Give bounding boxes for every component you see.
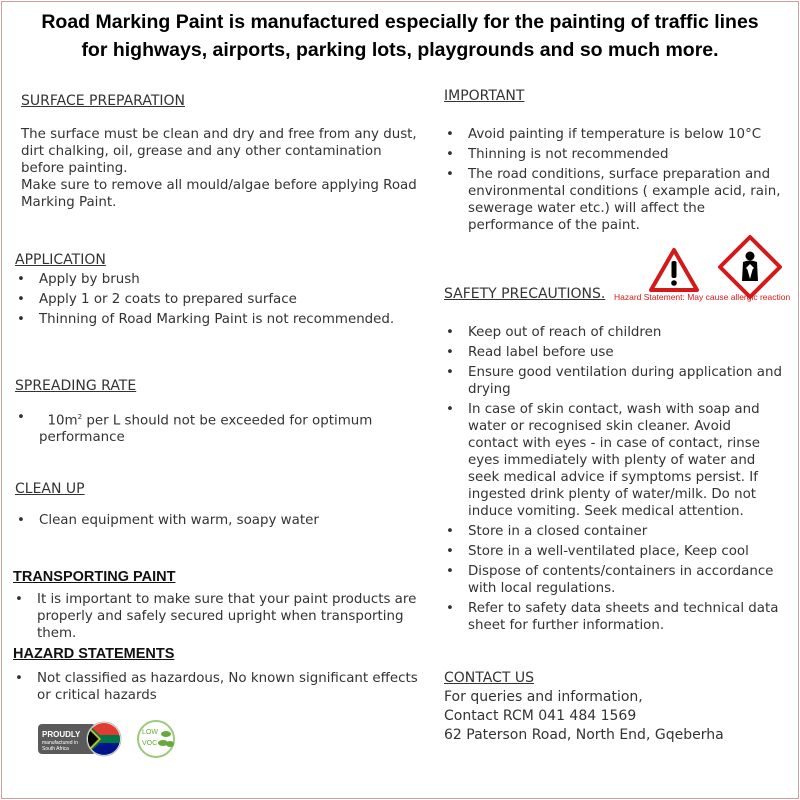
- clean-up-list: [15, 512, 415, 529]
- list-item: • Apply by brush: [15, 271, 420, 288]
- important-heading: IMPORTANT: [444, 88, 525, 104]
- list-item: • The road conditions, surface preparation and environmental conditions ( example acid, rain, sewerage water etc.) will affect the performance of the paint.: [444, 166, 784, 234]
- list-item: • In case of skin contact, wash with soap and water or recognised skin cleaner. Avoid contact with eyes - in case of contact, rinse eyes immediately with plenty of water and seek medical advice if symptoms persist. If ingested drink plenty of water/milk. Do not induce vomiting. Seek medical attention.: [444, 401, 784, 520]
- transporting-list: [13, 591, 423, 642]
- list-item: • Thinning of Road Marking Paint is not recommended.: [15, 311, 420, 328]
- low-voc-icon: [138, 721, 174, 757]
- important-list: [444, 126, 784, 234]
- application-list: [15, 271, 420, 328]
- list-item: • Thinning is not recommended: [444, 146, 784, 163]
- contact-line-1: For queries and information,: [444, 689, 643, 705]
- low-text: LOW: [142, 729, 158, 736]
- surface-preparation-section: [21, 93, 421, 211]
- safety-heading: SAFETY PRECAUTIONS.: [444, 286, 606, 302]
- list-item: • Refer to safety data sheets and technical data sheet for further information.: [444, 600, 784, 634]
- voc-text: VOC: [142, 740, 158, 747]
- page-title: [0, 8, 800, 64]
- proudly-south-african-logo: [38, 718, 208, 760]
- contact-heading: CONTACT US: [444, 670, 534, 686]
- spreading-rate-text: per L should not be exceeded for optimum performance: [39, 413, 373, 446]
- title-line-1: Road Marking Paint is manufactured especially for the painting of traffic lines: [41, 11, 759, 33]
- hazard-statement-note: Hazard Statement: May cause allergic reaction: [614, 292, 791, 302]
- contact-section: [444, 669, 784, 745]
- list-item: • Clean equipment with warm, soapy water: [15, 512, 415, 529]
- list-item: • Apply 1 or 2 coats to prepared surface: [15, 291, 420, 308]
- list-item: • Keep out of reach of children: [444, 324, 784, 341]
- contact-line-2: Contact RCM 041 484 1569: [444, 708, 637, 724]
- safety-section: [444, 286, 784, 637]
- spreading-rate-section: [15, 378, 415, 449]
- hazard-list: [13, 670, 423, 704]
- contact-line-3: 62 Paterson Road, North End, Gqeberha: [444, 727, 724, 743]
- list-item: • Avoid painting if temperature is below 10°C: [444, 126, 784, 143]
- spreading-rate-list: [15, 409, 415, 446]
- proudly-text-3: South Africa: [42, 746, 69, 752]
- transporting-heading: TRANSPORTING PAINT: [13, 569, 176, 585]
- south-africa-flag-icon: [86, 722, 122, 756]
- clean-up-section: [15, 481, 415, 532]
- spreading-rate-superscript: 2: [77, 413, 83, 421]
- list-item: • Ensure good ventilation during application and drying: [444, 364, 784, 398]
- list-item: • Store in a well-ventilated place, Keep cool: [444, 543, 784, 560]
- proudly-text-2: manufactured in: [42, 740, 78, 746]
- hazard-heading: HAZARD STATEMENTS: [13, 646, 175, 662]
- surface-preparation-text-2: Make sure to remove all mould/algae before applying Road Marking Paint.: [21, 178, 417, 210]
- list-item: • Store in a closed container: [444, 523, 784, 540]
- title-line-2: for highways, airports, parking lots, playgrounds and so much more.: [81, 39, 719, 61]
- list-item: • It is important to make sure that your paint products are properly and safely secured upright when transporting them.: [13, 591, 423, 642]
- safety-list: [444, 324, 784, 634]
- application-heading: APPLICATION: [15, 252, 106, 268]
- important-section: [444, 88, 784, 237]
- transporting-section: [13, 569, 423, 707]
- logos: [38, 718, 208, 758]
- spreading-rate-value: 10m: [47, 413, 78, 429]
- list-item: • Dispose of contents/containers in accordance with local regulations.: [444, 563, 784, 597]
- list-item: • Read label before use: [444, 344, 784, 361]
- spreading-rate-heading: SPREADING RATE: [15, 378, 137, 394]
- surface-preparation-text-1: The surface must be clean and dry and free from any dust, dirt chalking, oil, grease and any other contamination before painting.: [21, 127, 417, 176]
- application-section: [15, 252, 420, 331]
- proudly-text-1: PROUDLY: [42, 730, 81, 739]
- list-item: [15, 409, 415, 446]
- list-item: • Not classified as hazardous, No known significant effects or critical hazards: [13, 670, 423, 704]
- surface-preparation-heading: SURFACE PREPARATION: [21, 93, 185, 109]
- clean-up-heading: CLEAN UP: [15, 481, 85, 497]
